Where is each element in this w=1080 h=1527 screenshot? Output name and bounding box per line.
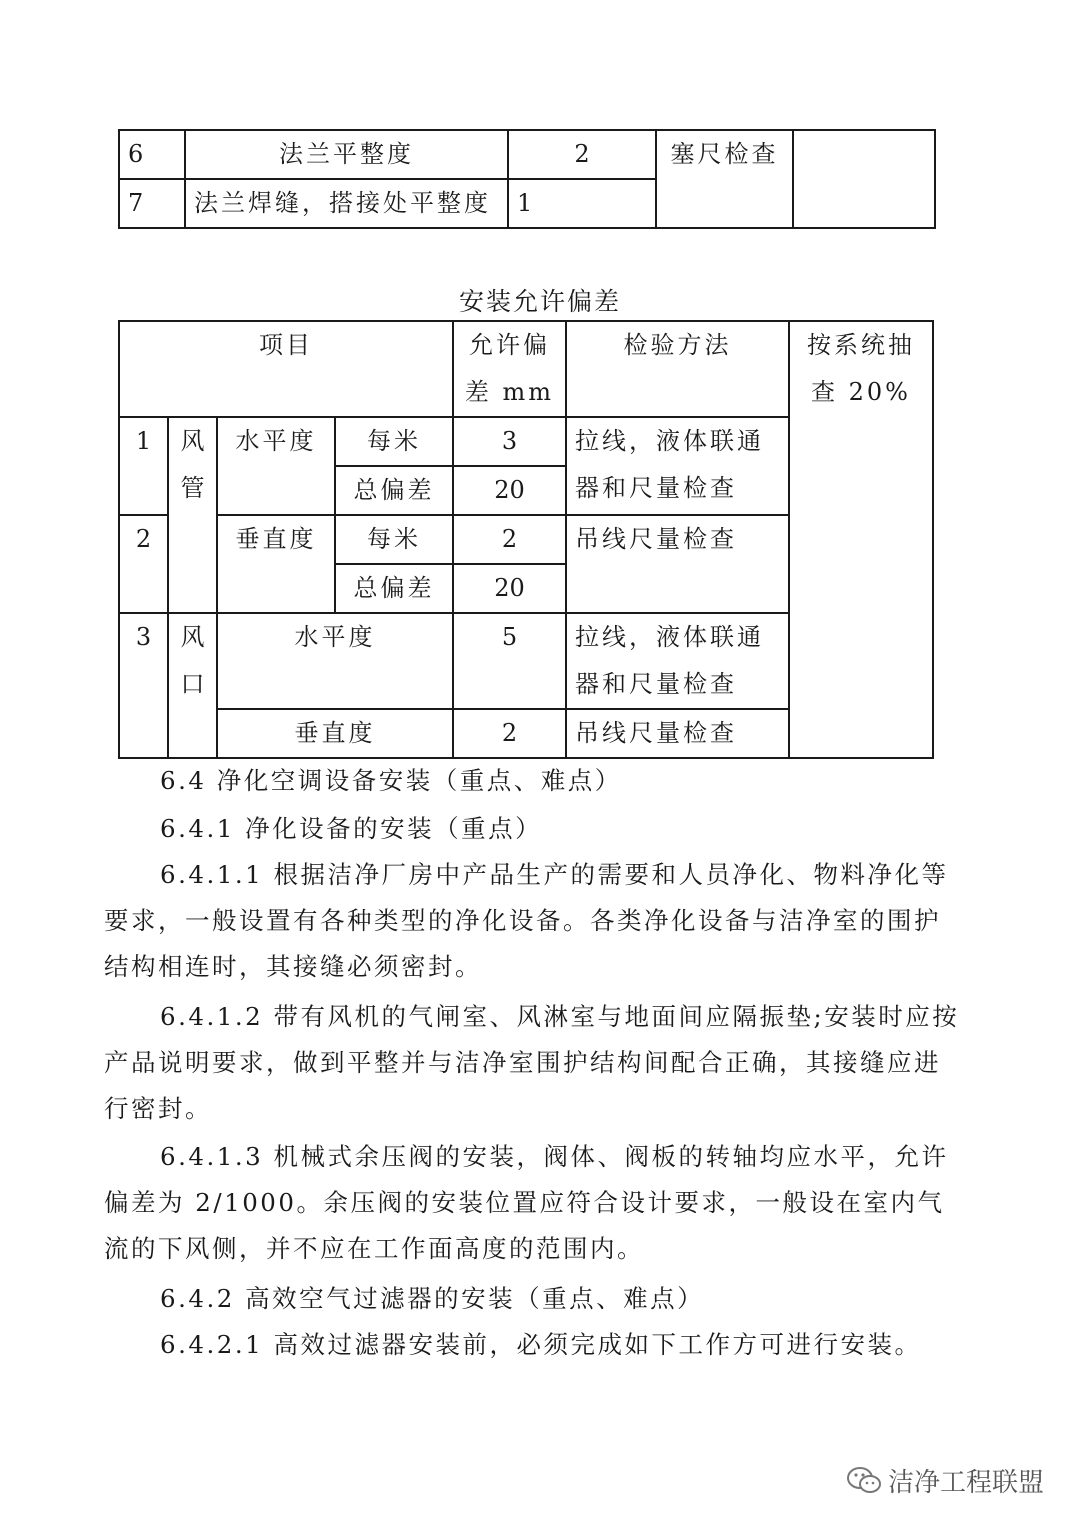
method-cell: 拉线，液体联通 器和尺量检查 (566, 613, 789, 709)
row-number: 1 (119, 417, 168, 515)
install-tolerance-grid (118, 320, 934, 759)
item-cell: 法兰平整度 (185, 130, 508, 179)
method-cell: 吊线尺量检查 (566, 515, 789, 613)
header-method: 检验方法 (566, 321, 789, 417)
header-item: 项目 (119, 321, 453, 417)
paragraph: 6.4.1.2 带有风机的气闸室、风淋室与地面间应隔振垫;安装时应按产品说明要求，做到平整并与洁净室围护结构间配合正确，其接缝应进行密封。 (104, 1002, 960, 1123)
sub-item: 垂直度 (217, 515, 335, 613)
method-cell: 拉线，液体联通 器和尺量检查 (566, 417, 789, 515)
wechat-icon (846, 1466, 882, 1496)
sub-item: 水平度 (217, 417, 335, 515)
value-cell: 2 (508, 130, 656, 179)
table-row (119, 130, 935, 179)
empty-cell (793, 130, 935, 228)
group-outlet: 风 口 (168, 613, 217, 758)
flange-tolerance-table (118, 129, 936, 229)
header-sampling: 按系统抽 查 20% (789, 321, 933, 758)
total-value: 20 (453, 564, 566, 613)
total-label: 总偏差 (335, 466, 453, 515)
header-row (119, 321, 933, 417)
table-caption: 安装允许偏差 (458, 287, 621, 316)
paragraph: 6.4.2.1 高效过滤器安装前，必须完成如下工作方可进行安装。 (160, 1330, 922, 1359)
watermark (846, 1462, 1044, 1499)
method-cell: 塞尺检查 (656, 130, 793, 228)
per-meter-value: 3 (453, 417, 566, 466)
value-cell: 1 (508, 179, 656, 228)
total-value: 20 (453, 466, 566, 515)
paragraph: 6.4.1.1 根据洁净厂房中产品生产的需要和人员净化、物料净化等要求，一般设置有各种类型的净化设备。各类净化设备与洁净室的围护结构相连时，其接缝必须密封。 (104, 860, 949, 981)
section-heading: 6.4 净化空调设备安装（重点、难点） (160, 766, 622, 795)
total-label: 总偏差 (335, 564, 453, 613)
row-number: 6 (119, 130, 185, 179)
value-cell: 2 (453, 709, 566, 758)
per-meter-label: 每米 (335, 515, 453, 564)
paragraph: 6.4.1.3 机械式余压阀的安装，阀体、阀板的转轴均应水平，允许偏差为 2/1000。余压阀的安装位置应符合设计要求，一般设在室内气流的下风侧，并不应在工作面高度的范围内。 (104, 1142, 949, 1263)
row-number: 3 (119, 613, 168, 758)
value-cell: 5 (453, 613, 566, 709)
sub-item: 垂直度 (217, 709, 453, 758)
group-duct: 风 管 (168, 417, 217, 613)
row-number: 7 (119, 179, 185, 228)
method-cell: 吊线尺量检查 (566, 709, 789, 758)
per-meter-label: 每米 (335, 417, 453, 466)
sub-item: 水平度 (217, 613, 453, 709)
subsection-heading: 6.4.1 净化设备的安装（重点） (160, 814, 543, 843)
row-number: 2 (119, 515, 168, 613)
per-meter-value: 2 (453, 515, 566, 564)
header-tolerance: 允许偏 差 mm (453, 321, 566, 417)
subsection-heading: 6.4.2 高效空气过滤器的安装（重点、难点） (160, 1284, 705, 1313)
item-cell: 法兰焊缝，搭接处平整度 (185, 179, 508, 228)
watermark-text: 洁净工程联盟 (888, 1468, 1045, 1498)
